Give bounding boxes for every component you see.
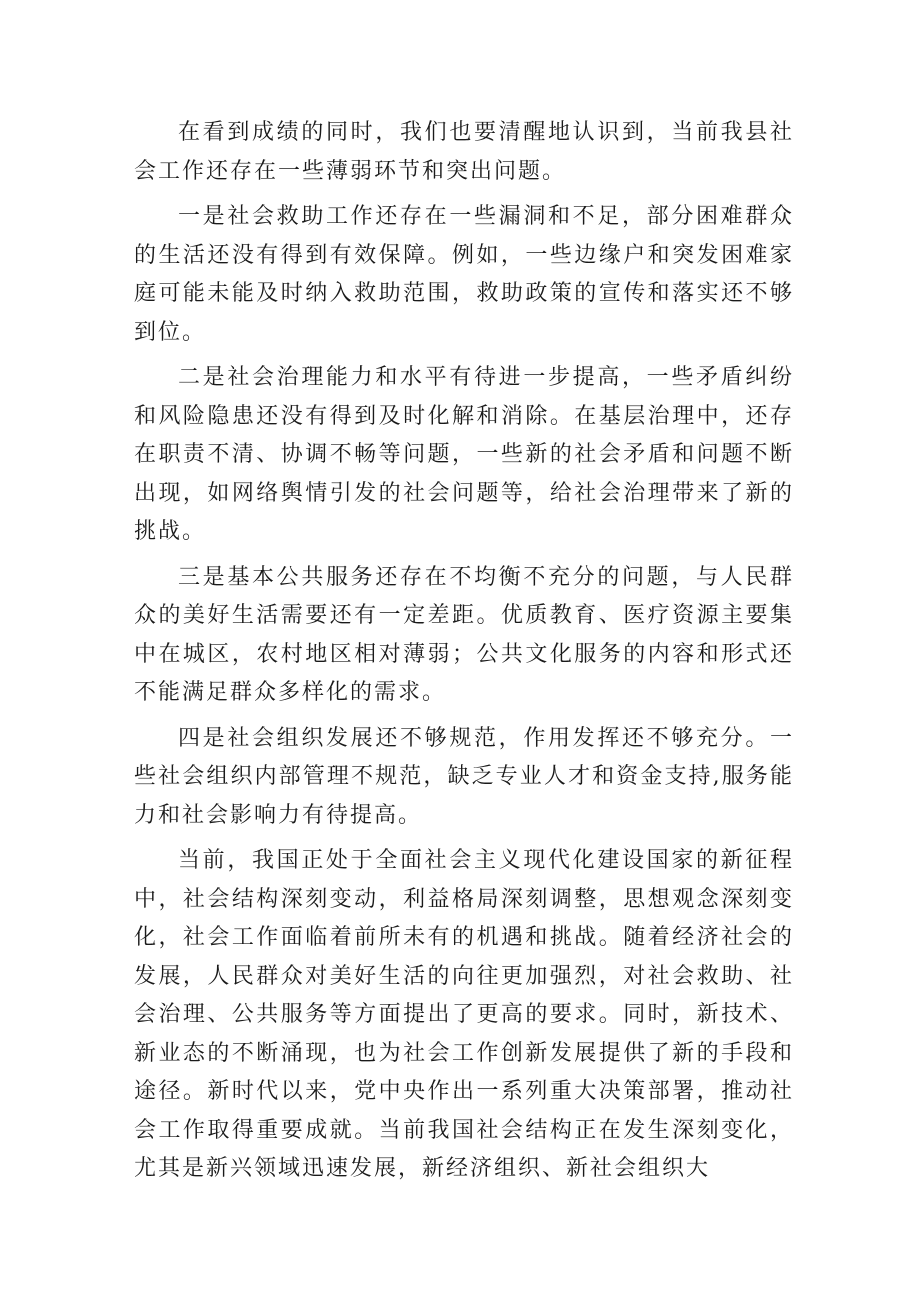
paragraph-social-assistance: 一是社会救助工作还存在一些漏洞和不足，部分困难群众的生活还没有得到有效保障。例如，一些边缘户和突发困难家庭可能未能及时纳入救助范围，救助政策的宣传和落实还不够到位。 [134,204,794,345]
paragraph-social-governance: 二是社会治理能力和水平有待进一步提高，一些矛盾纠纷和风险隐患还没有得到及时化解和消除。在基层治理中，还存在职责不清、协调不畅等问题，一些新的社会矛盾和问题不断出现，如网络舆情引发的社会问题等，给社会治理带来了新的挑战。 [134,365,794,544]
paragraph-current-situation: 当前，我国正处于全面社会主义现代化建设国家的新征程中，社会结构深刻变动，利益格局深刻调整，思想观念深刻变化，社会工作面临着前所未有的机遇和挑战。随着经济社会的发展，人民群众对美好生活的向往更加强烈，对社会救助、社会治理、公共服务等方面提出了更高的要求。同时，新技术、新业态的不断涌现，也为社会工作创新发展提供了新的手段和途径。新时代以来，党中央作出一系列重大决策部署，推动社会工作取得重要成就。当前我国社会结构正在发生深刻变化，尤其是新兴领域迅速发展，新经济组织、新社会组织大 [134,848,794,1181]
document-body [134,114,794,1196]
paragraph-social-organizations: 四是社会组织发展还不够规范，作用发挥还不够充分。一些社会组织内部管理不规范，缺乏专业人才和资金支持,服务能力和社会影响力有待提高。 [134,725,794,828]
paragraph-public-services: 三是基本公共服务还存在不均衡不充分的问题，与人民群众的美好生活需要还有一定差距。优质教育、医疗资源主要集中在城区，农村地区相对薄弱；公共文化服务的内容和形式还不能满足群众多样化的需求。 [134,564,794,705]
paragraph-achievements-intro: 在看到成绩的同时，我们也要清醒地认识到，当前我县社会工作还存在一些薄弱环节和突出问题。 [134,120,794,184]
